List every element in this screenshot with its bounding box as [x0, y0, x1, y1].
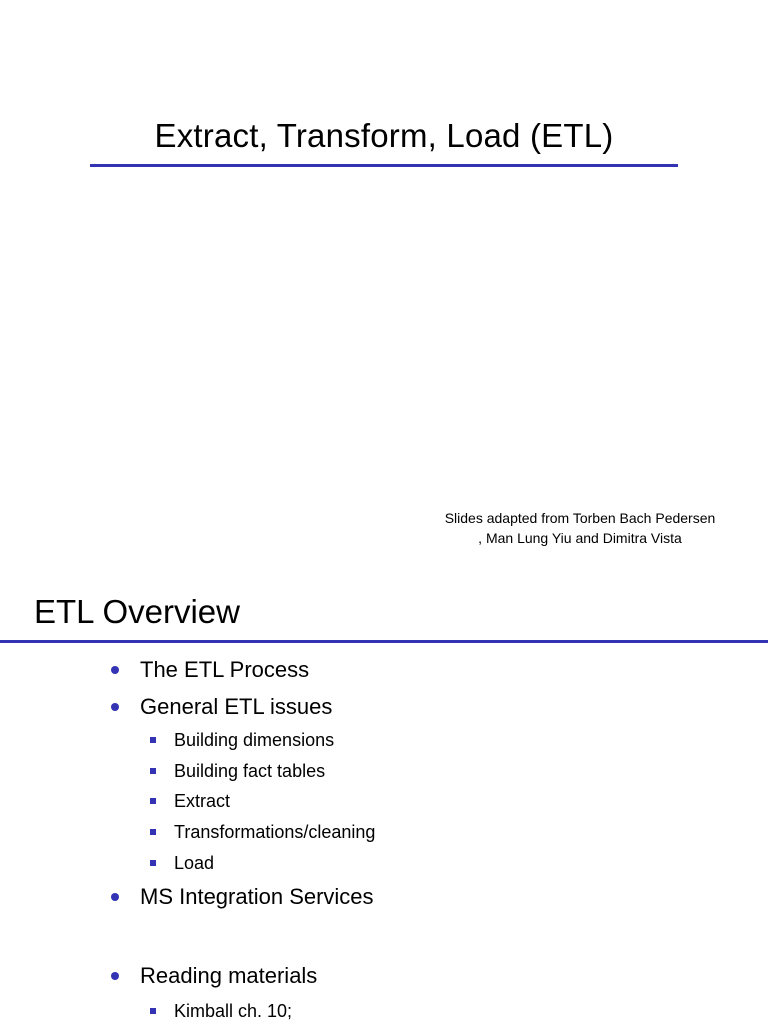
overview-title-rule [0, 640, 768, 643]
credit-line-2: , Man Lung Yiu and Dimitra Vista [478, 530, 682, 546]
bullet-item [140, 693, 332, 721]
sub-bullet-label: Building fact tables [174, 761, 326, 781]
sub-bullet-item [174, 728, 334, 752]
credit-line-1: Slides adapted from Torben Bach Pedersen [444, 510, 716, 526]
bullet-item [140, 962, 317, 990]
bullet-label: Reading materials [140, 963, 318, 988]
slide-title: Extract, Transform, Load (ETL) [154, 117, 614, 154]
bullet-label: The ETL Process [140, 657, 310, 682]
bullet-dot-icon [111, 893, 119, 901]
sub-bullet-label: Kimball ch. 10; [174, 1001, 293, 1021]
bullet-label: MS Integration Services [140, 884, 374, 909]
slide-credit [412, 508, 748, 548]
bullet-square-icon [150, 860, 156, 866]
bullet-label: General ETL issues [140, 694, 333, 719]
bullet-square-icon [150, 1008, 156, 1014]
bullet-item [140, 883, 374, 911]
bullet-square-icon [150, 737, 156, 743]
sub-bullet-item [174, 999, 292, 1023]
sub-bullet-label: Load [174, 853, 215, 873]
overview-title: ETL Overview [34, 593, 240, 630]
sub-bullet-item [174, 820, 375, 844]
bullet-square-icon [150, 829, 156, 835]
sub-bullet-label: Extract [174, 791, 231, 811]
bullet-square-icon [150, 768, 156, 774]
bullet-item [140, 656, 309, 684]
sub-bullet-label: Transformations/cleaning [174, 822, 376, 842]
title-underline [90, 164, 678, 167]
sub-bullet-item [174, 851, 214, 875]
bullet-dot-icon [111, 972, 119, 980]
sub-bullet-label: Building dimensions [174, 730, 335, 750]
bullet-dot-icon [111, 703, 119, 711]
sub-bullet-item [174, 759, 325, 783]
bullet-square-icon [150, 798, 156, 804]
sub-bullet-item [174, 789, 230, 813]
bullet-dot-icon [111, 666, 119, 674]
